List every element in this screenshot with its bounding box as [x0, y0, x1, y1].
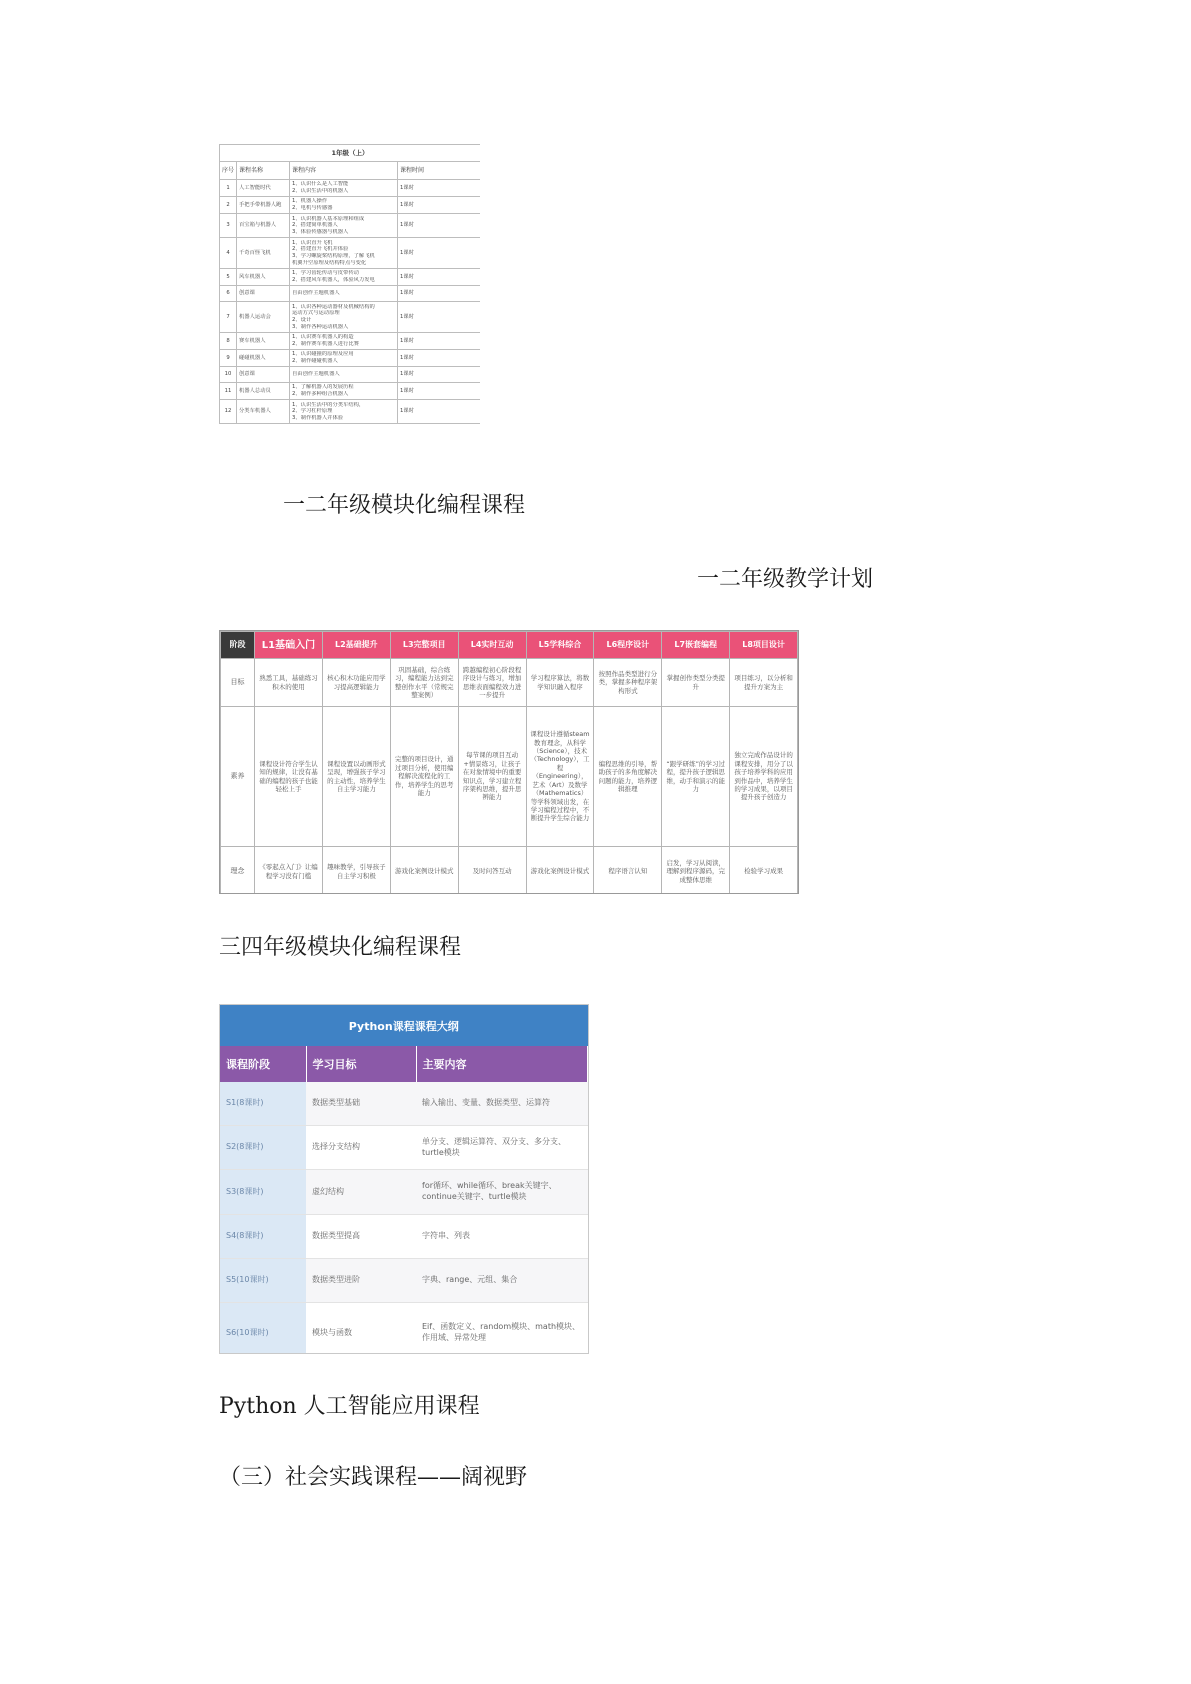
- table-row: [220, 302, 481, 333]
- course-name: 赛车机器人: [237, 333, 290, 350]
- table-row: [220, 286, 481, 302]
- row-number: 1: [220, 180, 237, 197]
- column-header: 学习目标: [306, 1046, 416, 1082]
- row-number: 6: [220, 286, 237, 302]
- content-line: 2、设计: [292, 317, 312, 323]
- content-cell: Eif、函数定义、random模块、math模块、作用域、异常处理: [416, 1303, 588, 1355]
- course-time: 1课时: [398, 367, 481, 383]
- content-line: 2、搭建简单机器人: [292, 222, 338, 229]
- content-cell: 单分支、逻辑运算符、双分支、多分支、turtle模块: [416, 1126, 588, 1170]
- content-line: 2、学习杠杆原理: [292, 408, 333, 415]
- column-header: L2基础提升: [322, 632, 390, 659]
- table-row: [220, 350, 481, 367]
- table-cell: 巩固基础，综合练习，编程能力达到完整创作水平（常规完整案例）: [390, 659, 458, 707]
- content-line: 1、认识各种运动器材及机械结构的: [292, 303, 375, 310]
- course-name: 百宝箱与机器人: [237, 214, 290, 238]
- column-header: 序号: [220, 162, 237, 180]
- table-row: [220, 1215, 588, 1259]
- table-row: [220, 1082, 588, 1126]
- table-cell: 学习程序算法，将数学知识融入程序: [526, 659, 594, 707]
- table-cell: 课程设置以动画形式呈现，增强孩子学习的主动性，培养学生自主学习能力: [322, 707, 390, 847]
- table-cell: 游戏化案例设计模式: [526, 847, 594, 895]
- course-content: [290, 302, 398, 333]
- stage-plan-table: [219, 630, 799, 894]
- caption-python-ai: Python 人工智能应用课程: [219, 1394, 480, 1419]
- caption-social-practice: （三）社会实践课程——阔视野: [219, 1465, 528, 1490]
- content-line: 1、认识直升飞机: [292, 239, 333, 246]
- table-cell: 掌握创作类型分类提升: [662, 659, 730, 707]
- course-name: 机器人运动会: [237, 302, 290, 333]
- table-cell: 游戏化案例设计模式: [390, 847, 458, 895]
- caption-grade12-plan: 一二年级教学计划: [697, 567, 874, 592]
- table-cell: 按照作品类型进行分类，掌握多种程序架构形式: [594, 659, 662, 707]
- table-cell: 检验学习成果: [730, 847, 798, 895]
- course-content: [290, 197, 398, 214]
- column-header: L7嵌套编程: [662, 632, 730, 659]
- table-row: [221, 659, 798, 707]
- content-line: 机翼升空原理及结构特点与变化: [292, 259, 367, 266]
- table-row: [220, 214, 481, 238]
- row-label: 素养: [221, 707, 255, 847]
- caption-grade34-course: 三四年级模块化编程课程: [219, 935, 462, 960]
- content-line: 1、认识什么是人工智能: [292, 181, 349, 188]
- course-time: 1课时: [398, 238, 481, 269]
- course-name: 创意课: [237, 286, 290, 302]
- table-cell: 《零起点入门》让编程学习没有门槛: [255, 847, 323, 895]
- content-line: 3、学习螺旋桨结构原理，了解飞机: [292, 253, 375, 259]
- stage-cell: S4(8课时): [220, 1215, 306, 1259]
- table-cell: 趣味教学，引导孩子自主学习积极: [322, 847, 390, 895]
- goal-cell: 数据类型基础: [306, 1082, 416, 1126]
- table-cell: 完整的项目设计，通过项目分析，使用编程解决流程化的工作，培养学生的思考能力: [390, 707, 458, 847]
- column-header: L5学科综合: [526, 632, 594, 659]
- course-name: 千奇百怪飞机: [237, 238, 290, 269]
- column-header: 课程阶段: [220, 1046, 306, 1082]
- course-content: [290, 286, 398, 302]
- content-line: 2、制作碰碰机器人: [292, 358, 338, 364]
- content-line: 1、认识赛车机器人的构造: [292, 334, 354, 341]
- course-content: [290, 367, 398, 383]
- content-line: 1、认识生活中的分类车结构，: [292, 401, 365, 408]
- table-row: [220, 400, 481, 424]
- table-cell: 每节课的项目互动+情景练习，让孩子在对象情境中的重要知识点，学习建立程序架构思维，提升思辨能力: [458, 707, 526, 847]
- course-time: 1课时: [398, 383, 481, 400]
- row-label: 目标: [221, 659, 255, 707]
- table-row: [220, 367, 481, 383]
- row-number: 11: [220, 383, 237, 400]
- content-line: 2、搭建直升飞机并体验: [292, 246, 349, 253]
- table-row: [221, 707, 798, 847]
- content-line: 自由创作主题机器人: [292, 371, 340, 378]
- course-content: [290, 214, 398, 238]
- content-cell: 字典、range、元组、集合: [416, 1259, 588, 1303]
- column-header: 课程名称: [237, 162, 290, 180]
- course-time: 1课时: [398, 400, 481, 424]
- goal-cell: 数据类型进阶: [306, 1259, 416, 1303]
- column-header: 课程内容: [290, 162, 398, 180]
- table-row: [220, 1303, 588, 1355]
- content-line: 自由创作主题机器人: [292, 290, 340, 297]
- course-content: [290, 383, 398, 400]
- column-header: L1基础入门: [255, 632, 323, 659]
- table-cell: 启发，学习从阅读，理解到程序源码，完成整体思维: [662, 847, 730, 895]
- table-cell: 编程思维的引导，帮助孩子的多角度解决问题的能力，培养逻辑推理: [594, 707, 662, 847]
- row-number: 4: [220, 238, 237, 269]
- row-number: 8: [220, 333, 237, 350]
- table-row: [220, 269, 481, 286]
- table-cell: 课程设计遵循steam教育理念，从科学（Science），技术（Technology），工程（Engineering），艺术（Art）及数学（Mathematics）等学科领域出发，在学习编程过程中，不断提升学生综合能力: [526, 707, 594, 847]
- column-header: 课程时间: [398, 162, 481, 180]
- stage-cell: S6(10课时): [220, 1303, 306, 1355]
- content-line: 2、制作多种组合机器人: [292, 391, 349, 397]
- table-cell: 跨越编程初心阶段程序设计与练习，增加思维表面编程效力进一步提升: [458, 659, 526, 707]
- course-time: 1课时: [398, 350, 481, 367]
- row-number: 7: [220, 302, 237, 333]
- stage-cell: S3(8课时): [220, 1170, 306, 1215]
- table-cell: 核心积木功能应用学习提高逻辑能力: [322, 659, 390, 707]
- course-content: [290, 238, 398, 269]
- course-time: 1课时: [398, 180, 481, 197]
- row-number: 10: [220, 367, 237, 383]
- content-line: 2、电机与传感器: [292, 205, 333, 211]
- table-row: [220, 197, 481, 214]
- course-content: [290, 350, 398, 367]
- course-name: 分类车机器人: [237, 400, 290, 424]
- course-name: 创意课: [237, 367, 290, 383]
- goal-cell: 数据类型提高: [306, 1215, 416, 1259]
- content-line: 1、认识机器人基本原理和组成: [292, 215, 365, 222]
- content-cell: 输入输出、变量、数据类型、运算符: [416, 1082, 588, 1126]
- row-number: 3: [220, 214, 237, 238]
- table-row: [220, 1170, 588, 1215]
- course-content: [290, 333, 398, 350]
- column-header: 主要内容: [416, 1046, 588, 1082]
- row-label: 理念: [221, 847, 255, 895]
- table-title: Python课程课程大纲: [220, 1005, 588, 1046]
- row-number: 12: [220, 400, 237, 424]
- table-cell: 熟悉工具，基础练习积木的使用: [255, 659, 323, 707]
- course-name: 风车机器人: [237, 269, 290, 286]
- course-name: 碰碰机器人: [237, 350, 290, 367]
- goal-cell: 选择分支结构: [306, 1126, 416, 1170]
- course-time: 1课时: [398, 333, 481, 350]
- content-line: 3、制作机器人并体验: [292, 414, 344, 421]
- column-header: L4实时互动: [458, 632, 526, 659]
- content-line: 1、机器人操作: [292, 198, 328, 205]
- content-line: 2、认识生活中的机器人: [292, 188, 349, 194]
- caption-grade12-course: 一二年级模块化编程课程: [283, 493, 526, 518]
- course-name: 手把手带机器人跑: [237, 197, 290, 214]
- table-row: [220, 333, 481, 350]
- table-cell: 及时问答互动: [458, 847, 526, 895]
- table-row: [221, 847, 798, 895]
- course-time: 1课时: [398, 197, 481, 214]
- content-line: 2、搭建风车机器人，体验风力发电: [292, 277, 375, 283]
- row-number: 9: [220, 350, 237, 367]
- content-line: 1、了解机器人的发展历程: [292, 384, 354, 391]
- content-line: 3、体验传感器与机器人: [292, 228, 349, 235]
- grade1-course-table: [219, 144, 480, 450]
- table-cell: 课程设计符合学生认知的规律，让没有基础的编程的孩子也能轻松上手: [255, 707, 323, 847]
- table-row: [220, 1126, 588, 1170]
- row-number: 2: [220, 197, 237, 214]
- stage-cell: S2(8课时): [220, 1126, 306, 1170]
- column-header: L8项目设计: [730, 632, 798, 659]
- content-line: 运动方式与运动原理: [292, 310, 340, 317]
- course-time: 1课时: [398, 214, 481, 238]
- content-cell: 字符串、列表: [416, 1215, 588, 1259]
- table-row: [220, 180, 481, 197]
- content-line: 1、学习齿轮传动与皮带传动: [292, 270, 359, 277]
- course-time: 1课时: [398, 269, 481, 286]
- course-content: [290, 180, 398, 197]
- course-name: 机器人总动员: [237, 383, 290, 400]
- python-syllabus-table: [219, 1004, 589, 1354]
- content-line: 1、认识碰撞的原理及应用: [292, 351, 354, 358]
- course-content: [290, 269, 398, 286]
- column-header: L3完整项目: [390, 632, 458, 659]
- course-time: 1课时: [398, 302, 481, 333]
- table-row: [220, 238, 481, 269]
- course-content: [290, 400, 398, 424]
- content-line: 2、制作赛车机器人进行比赛: [292, 341, 359, 347]
- table-row: [220, 1259, 588, 1303]
- stage-cell: S5(10课时): [220, 1259, 306, 1303]
- content-line: 3、制作各种运动机器人: [292, 323, 349, 330]
- course-name: 人工智能时代: [237, 180, 290, 197]
- row-number: 5: [220, 269, 237, 286]
- table-row: [220, 383, 481, 400]
- stage-cell: S1(8课时): [220, 1082, 306, 1126]
- column-header: L6程序设计: [594, 632, 662, 659]
- table-cell: “跟学研练”的学习过程，提升孩子逻辑思维，动手和演示的能力: [662, 707, 730, 847]
- content-cell: for循环、while循环、break关键字、continue关键字、turtle模块: [416, 1170, 588, 1215]
- goal-cell: 虚幻结构: [306, 1170, 416, 1215]
- table-cell: 独立完成作品设计的课程安排，用分了以孩子培养学科的应用到作品中，培养学生的学习成果，以项目提升孩子创造力: [730, 707, 798, 847]
- table-title: 1年级（上）: [220, 145, 481, 162]
- table-cell: 程序语言认知: [594, 847, 662, 895]
- table-cell: 项目练习，以分析和提升方案为主: [730, 659, 798, 707]
- course-time: 1课时: [398, 286, 481, 302]
- column-header: 阶段: [221, 632, 255, 659]
- goal-cell: 模块与函数: [306, 1303, 416, 1355]
